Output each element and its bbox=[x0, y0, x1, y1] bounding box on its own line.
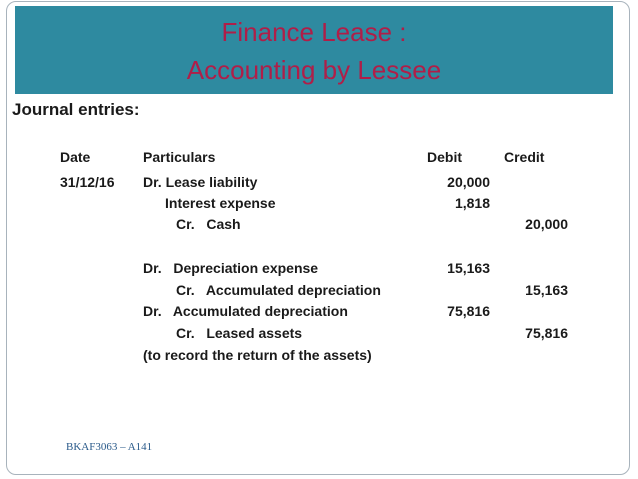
header-particulars: Particulars bbox=[143, 149, 216, 165]
row-particulars: Cr. Cash bbox=[176, 216, 241, 232]
slide-title-line-1: Finance Lease : bbox=[221, 17, 407, 47]
row-debit: 1,818 bbox=[454, 195, 490, 211]
row-debit: 20,000 bbox=[447, 174, 490, 190]
header-debit: Debit bbox=[427, 149, 462, 165]
header-credit: Credit bbox=[504, 149, 545, 165]
row-credit: 15,163 bbox=[525, 282, 568, 298]
row-particulars: Cr. Accumulated depreciation bbox=[176, 282, 381, 298]
slide-title-line-2: Accounting by Lessee bbox=[186, 55, 442, 85]
row-date: 31/12/16 bbox=[60, 174, 115, 190]
row-particulars: Dr. Accumulated depreciation bbox=[143, 303, 348, 319]
row-credit: 20,000 bbox=[525, 216, 568, 232]
row-debit: 75,816 bbox=[447, 303, 490, 319]
row-particulars: Dr. Depreciation expense bbox=[143, 260, 319, 276]
title-bar bbox=[15, 6, 613, 94]
footer-course-code: BKAF3063 – A141 bbox=[66, 441, 153, 453]
row-particulars: Dr. Lease liability bbox=[143, 174, 258, 190]
header-date: Date bbox=[60, 149, 91, 165]
journal-entries-heading: Journal entries: bbox=[12, 100, 140, 119]
row-particulars: Interest expense bbox=[165, 195, 276, 211]
row-particulars: Cr. Leased assets bbox=[176, 325, 303, 341]
row-particulars: (to record the return of the assets) bbox=[143, 347, 372, 363]
row-debit: 15,163 bbox=[447, 260, 490, 276]
row-credit: 75,816 bbox=[525, 325, 568, 341]
